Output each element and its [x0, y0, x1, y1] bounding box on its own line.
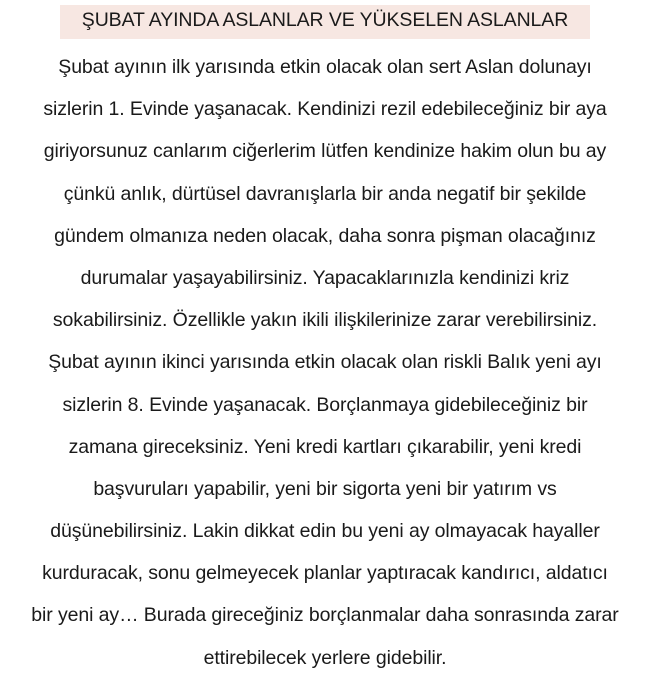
- text-line: başvuruları yapabilir, yeni bir sigorta yeni bir yatırım vs: [93, 477, 557, 500]
- text-line: zamana gireceksiniz. Yeni kredi kartları çıkarabilir, yeni kredi: [68, 435, 582, 458]
- text-line: giriyorsunuz canlarım ciğerlerim lütfen kendinize hakim olun bu ay: [43, 140, 607, 163]
- page-title: ŞUBAT AYINDA ASLANLAR VE YÜKSELEN ASLANLAR: [81, 9, 569, 31]
- text-line: gündem olmanıza neden olacak, daha sonra pişman olacağınız: [54, 224, 596, 247]
- text-line: çünkü anlık, dürtüsel davranışlarla bir anda negatif bir şekilde: [63, 182, 587, 205]
- text-line: ettirebilecek yerlere gidebilir.: [203, 646, 447, 669]
- text-line: düşünebilirsiniz. Lakin dikkat edin bu yeni ay olmayacak hayaller: [50, 520, 600, 543]
- text-line: sizlerin 1. Evinde yaşanacak. Kendinizi rezil edebileceğiniz bir aya: [43, 98, 607, 121]
- text-line: Şubat ayının ikinci yarısında etkin olacak olan riskli Balık yeni ayı: [48, 351, 602, 374]
- text-line: sizlerin 8. Evinde yaşanacak. Borçlanmaya gidebileceğiniz bir: [62, 393, 588, 416]
- text-line: Şubat ayının ilk yarısında etkin olacak olan sert Aslan dolunayı: [58, 56, 592, 78]
- text-line: kurduracak, sonu gelmeyecek planlar yaptıracak kandırıcı, aldatıcı: [42, 562, 608, 585]
- text-line: sokabilirsiniz. Özellikle yakın ikili ilişkilerinize zarar verebilirsiniz.: [52, 309, 598, 332]
- article-body: [0, 46, 650, 679]
- text-line: bir yeni ay… Burada gireceğiniz borçlanmalar daha sonrasında zarar: [31, 604, 619, 627]
- text-line: durumalar yaşayabilirsiniz. Yapacaklarınızla kendinizi kriz: [80, 266, 570, 289]
